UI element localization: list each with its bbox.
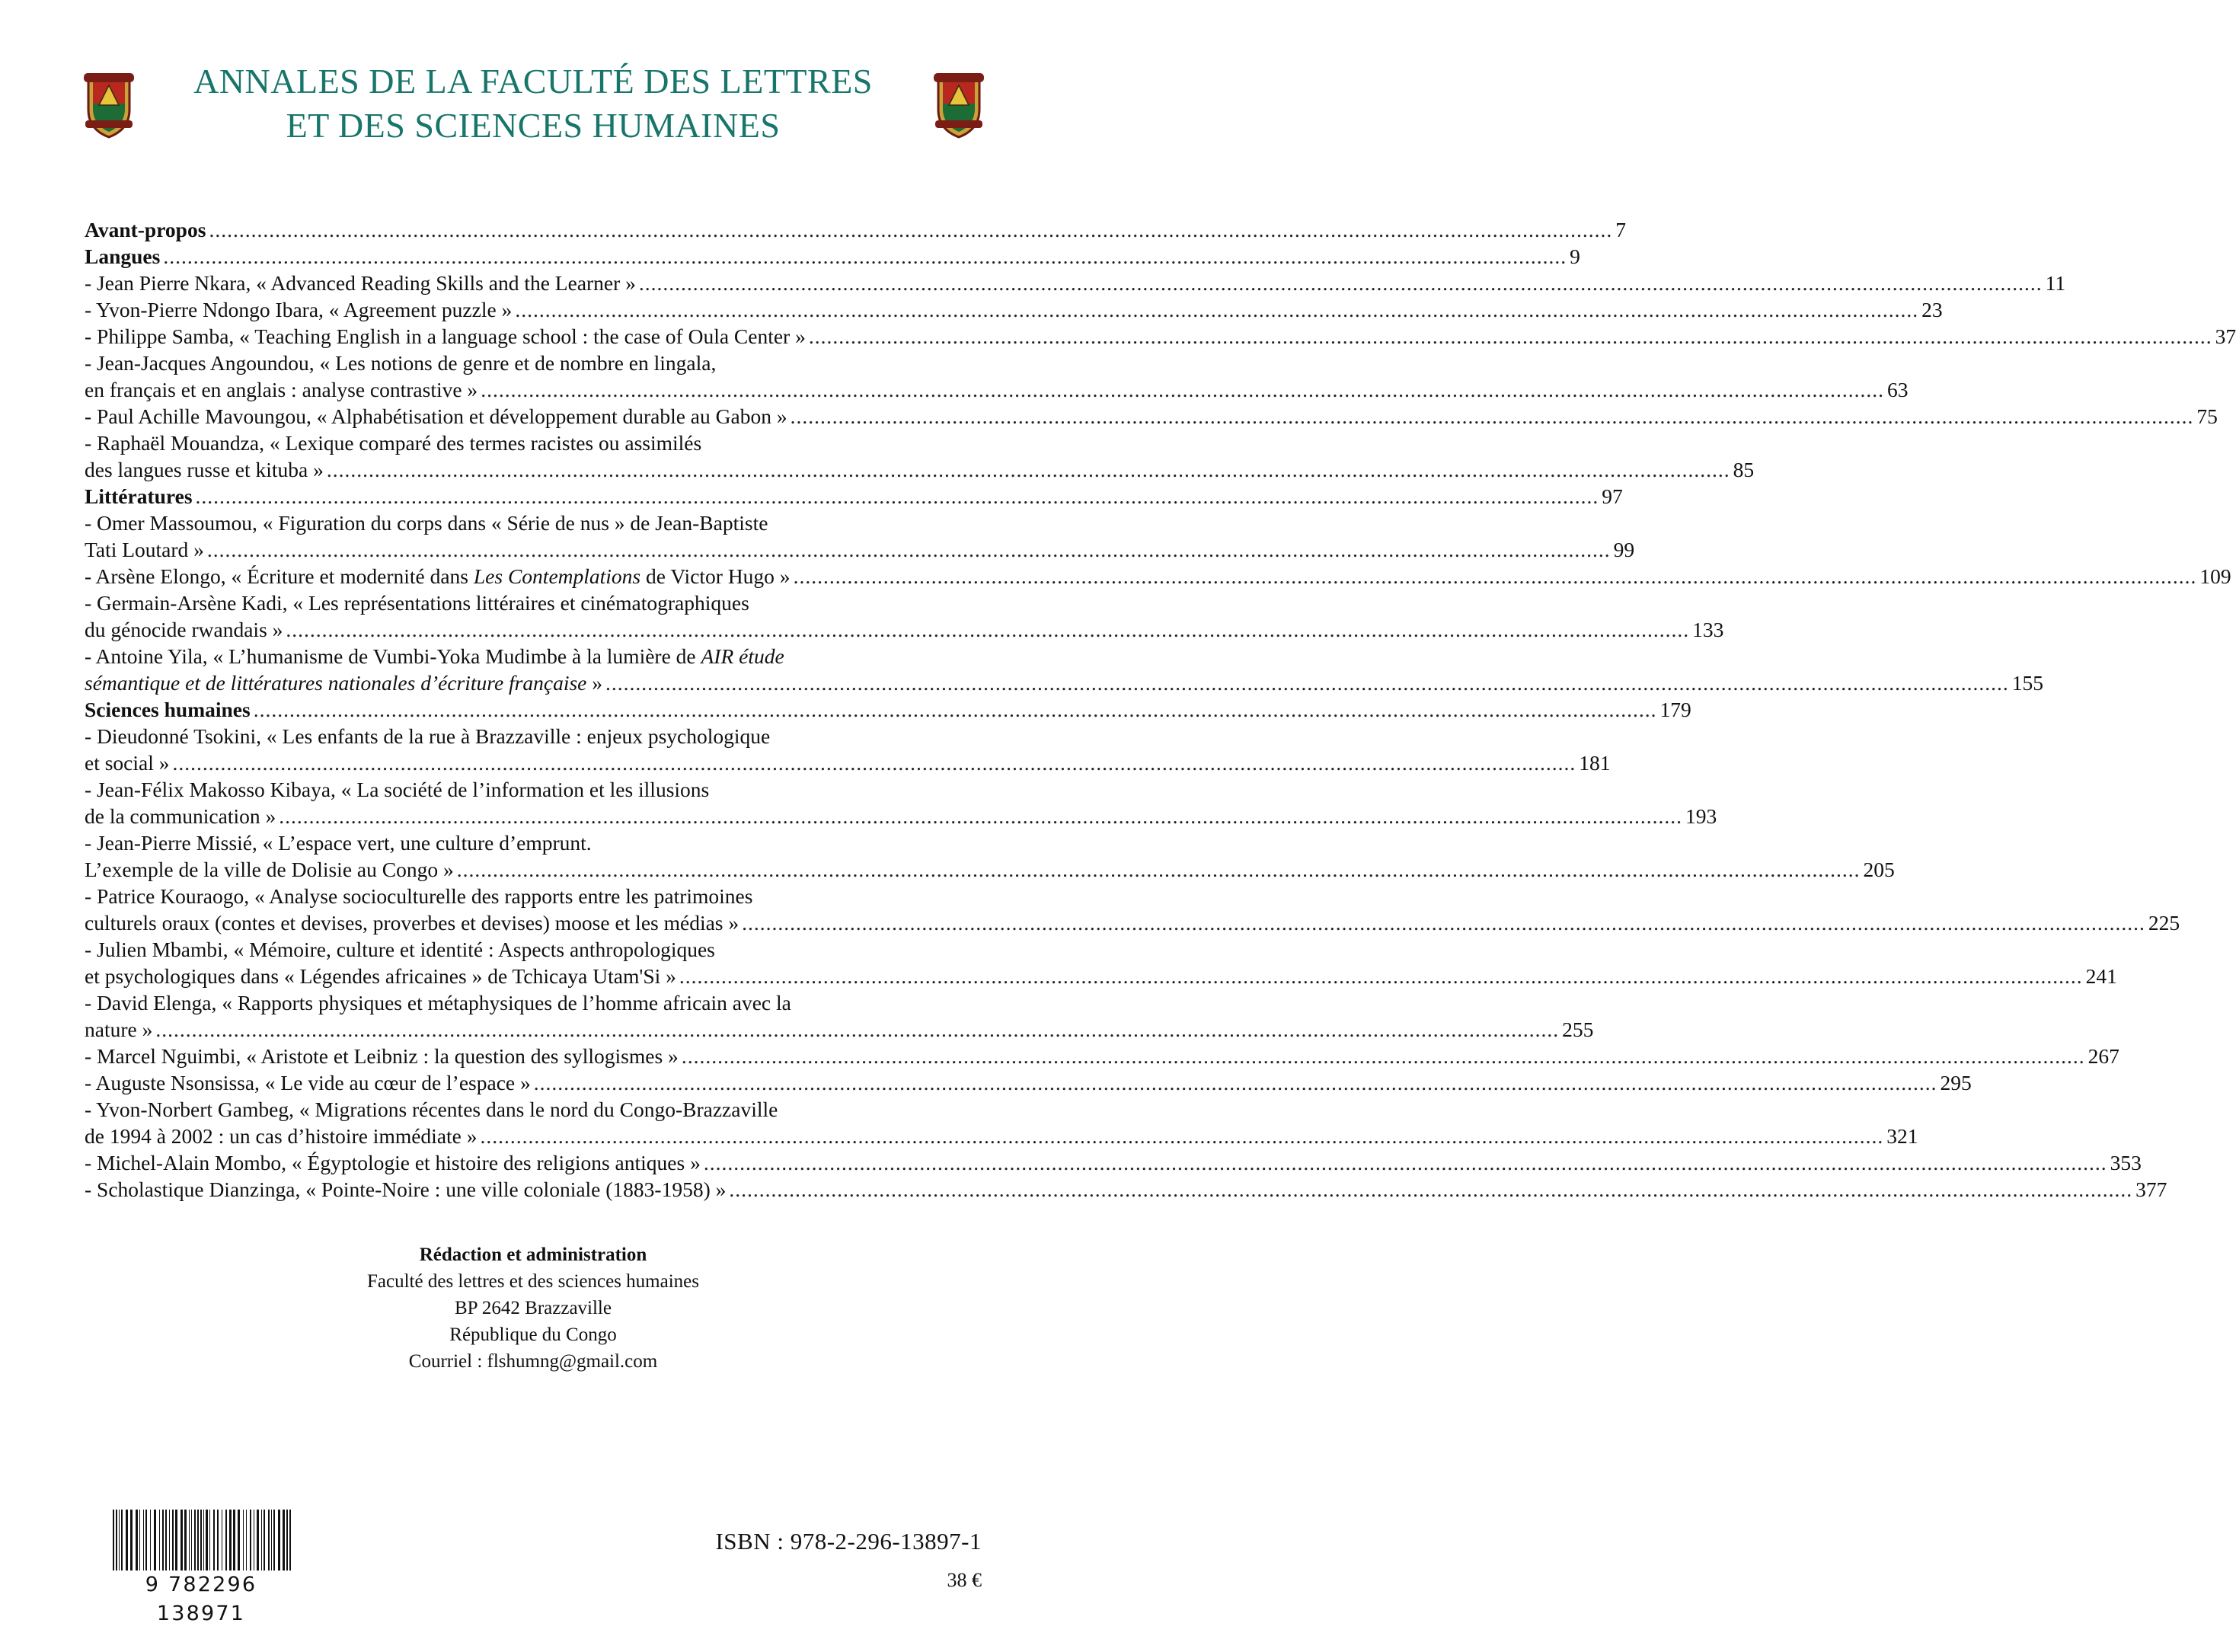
toc-entry [85,323,2236,350]
toc-line [85,403,2218,430]
toc-section [85,696,1691,723]
toc-entry [85,883,2180,936]
toc-page-number: 23 [1921,298,1943,321]
journal-title [145,59,922,148]
toc-page-number: 179 [1659,698,1691,721]
toc-entry-italic-title: Les Contemplations [473,564,641,588]
dot-leader [481,1123,1884,1149]
toc-line [85,1123,1918,1149]
toc-entry-text: - Jean-Pierre Missié, « L’espace vert, une culture d’emprunt. [85,831,592,855]
dot-leader [605,669,2009,696]
crest-right-icon [932,70,985,140]
toc-entry-text: L’exemple de la ville de Dolisie au Congo » [85,858,454,881]
toc-line [85,936,982,963]
toc-entry [85,590,1724,643]
toc-entry [85,829,1895,883]
toc-line [85,1043,2119,1069]
toc-entry [85,989,1594,1043]
toc-page-number: 63 [1886,378,1909,401]
toc-line [85,1149,2142,1176]
toc-entry-text: - Dieudonné Tsokini, « Les enfants de la rue à Brazzaville : enjeux psychologique [85,724,771,748]
toc-entry [85,1069,1972,1096]
toc-page-number: 133 [1692,618,1724,641]
toc-entry [85,643,2043,696]
toc-line [85,776,982,803]
toc-section [85,243,1580,270]
toc-entry [85,1149,2142,1176]
journal-title-line-2: ET DES SCIENCES HUMAINES [286,106,781,145]
toc-entry-italic-title: AIR étude [701,644,784,668]
toc-page-number: 321 [1886,1124,1918,1148]
toc-entry-text [85,644,784,668]
toc-entry [85,403,2218,430]
admin-line-faculty: Faculté des lettres et des sciences humaines [367,1271,699,1292]
dot-leader [457,856,1861,883]
dot-leader [679,963,2083,989]
toc-line [85,1069,1972,1096]
dot-leader [327,456,1730,483]
editorial-address [228,1241,838,1375]
toc-page-number: 255 [1562,1018,1594,1041]
dot-leader [254,696,1657,723]
dot-leader [196,483,1599,510]
toc-entry-text: - Philippe Samba, « Teaching English in a language school : the case of Oula Center » [85,324,806,348]
toc-entry-text: - Jean-Félix Makosso Kibaya, « La société de l’information et les illusions [85,778,710,801]
toc-page-number: 267 [2087,1044,2119,1068]
toc-page-number: 225 [2148,911,2180,935]
toc-page-number: 97 [1602,484,1623,508]
toc-page-number: 37 [2215,324,2236,348]
toc-line [85,376,1909,403]
toc-entry-italic-title: sémantique et de littératures nationales d’écriture française [85,671,587,695]
dot-leader [682,1043,2085,1069]
crest-left-icon [82,70,136,140]
toc-section-title: Sciences humaines [85,698,251,721]
toc-entry [85,270,2066,296]
toc-page-number: 377 [2135,1177,2167,1201]
toc-entry [85,510,1635,563]
toc-entry [85,563,2231,590]
dot-leader [481,376,1884,403]
toc-entry-text: culturels oraux (contes et devises, proverbes et devises) moose et les médias » [85,911,739,935]
toc-entry-text: de 1994 à 2002 : un cas d’histoire immédiate » [85,1124,478,1148]
toc-page-number: 11 [2045,271,2066,295]
toc-line [85,749,1611,776]
toc-entry-text: - Jean Pierre Nkara, « Advanced Reading Skills and the Learner » [85,271,636,295]
dot-leader [515,296,1918,323]
toc-page-number: 7 [1615,218,1626,241]
toc-line [85,1016,1594,1043]
toc-entry-text: - Marcel Nguimbi, « Aristote et Leibniz : la question des syllogismes » [85,1044,679,1068]
toc-line [85,296,1943,323]
toc-line [85,456,1755,483]
toc-entry [85,430,1755,483]
dot-leader [173,749,1576,776]
toc-entry-text-part: » [586,671,602,695]
toc-page-number: 181 [1579,751,1611,775]
isbn: ISBN : 978-2-296-13897-1 [715,1528,982,1555]
toc-entry-text: en français et en anglais : analyse contrastive » [85,378,478,401]
toc-line [85,696,1691,723]
journal-title-line-1: ANNALES DE LA FACULTÉ DES LETTRES [193,62,873,101]
dot-leader [207,536,1611,563]
toc-page-number: 109 [2199,564,2231,588]
dot-leader [155,1016,1559,1043]
admin-heading: Rédaction et administration [419,1245,647,1265]
dot-leader [791,403,2194,430]
toc-entry [85,350,1909,403]
toc-entry-text-part: - Arsène Elongo, « Écriture et modernité dans [85,564,474,588]
dot-leader [809,323,2212,350]
toc-line [85,483,1623,510]
toc-entry-text: - Michel-Alain Mombo, « Égyptologie et histoire des religions antiques » [85,1151,701,1174]
toc-line [85,669,2043,696]
dot-leader [163,243,1567,270]
barcode-digits: 9 782296 138971 [102,1571,300,1599]
toc-entry-text: de la communication » [85,804,276,828]
toc-entry-text: des langues russe et kituba » [85,458,324,481]
toc-line [85,989,982,1016]
toc-entry-text-part: de Victor Hugo » [640,564,791,588]
toc-line [85,829,982,856]
price: 38 € [947,1569,982,1591]
toc-page-number: 75 [2196,404,2218,428]
toc-entry-text: nature » [85,1018,153,1041]
toc-line [85,1096,982,1123]
toc-page-number: 241 [2085,964,2117,988]
dot-leader [742,909,2145,936]
toc-entry-text: - Auguste Nsonsissa, « Le vide au cœur de l’espace » [85,1071,531,1094]
dot-leader [279,803,1682,829]
toc-entry-text [85,563,791,590]
admin-line-email: Courriel : flshumng@gmail.com [408,1351,658,1372]
toc-line [85,590,982,616]
toc-entry [85,723,1611,776]
toc-line [85,243,1580,270]
toc-entry [85,1096,1918,1149]
dot-leader [209,216,1612,243]
toc-entry [85,296,1943,323]
toc-entry-text: du génocide rwandais » [85,618,283,641]
toc-entry-text: - Raphaël Mouandza, « Lexique comparé des termes racistes ou assimilés [85,431,702,455]
toc-page-number: 295 [1940,1071,1972,1094]
toc-entry-text: - Omer Massoumou, « Figuration du corps dans « Série de nus » de Jean-Baptiste [85,511,768,535]
toc-line [85,430,982,456]
admin-line-country: République du Congo [449,1324,617,1345]
toc-section [85,483,1623,510]
toc-page-number: 85 [1733,458,1755,481]
toc-line [85,616,1724,643]
toc-line [85,856,1895,883]
toc-line [85,883,982,909]
toc-entry-text: - Scholastique Dianzinga, « Pointe-Noire : une ville coloniale (1883-1958) » [85,1177,727,1201]
toc-entry-text: Tati Loutard » [85,538,204,561]
toc-entry [85,1176,2167,1203]
toc-line [85,803,1717,829]
dot-leader [639,270,2043,296]
toc-entry-text [85,669,602,696]
toc-line [85,350,982,376]
toc-entry-text: - Yvon-Norbert Gambeg, « Migrations récentes dans le nord du Congo-Brazzaville [85,1098,778,1121]
toc-entry-text-part: - Antoine Yila, « L’humanisme de Vumbi-Yoka Mudimbe à la lumière de [85,644,701,668]
toc-section-title: Littératures [85,484,193,508]
dot-leader [704,1149,2107,1176]
dot-leader [286,616,1689,643]
admin-line-po-box: BP 2642 Brazzaville [455,1298,612,1318]
toc-line [85,563,2231,590]
toc-line [85,723,982,749]
toc-page-number: 99 [1613,538,1635,561]
toc-section-title: Langues [85,244,161,268]
toc-entry-text: - Germain-Arsène Kadi, « Les représentations littéraires et cinématographiques [85,591,749,615]
toc-line [85,323,2236,350]
dot-leader [729,1176,2132,1203]
toc-entry [85,1043,2119,1069]
dot-leader [794,563,2197,590]
toc-line [85,270,2066,296]
toc-entry-text: - Paul Achille Mavoungou, « Alphabétisation et développement durable au Gabon » [85,404,787,428]
toc-page-number: 193 [1685,804,1717,828]
toc-line [85,909,2180,936]
toc-entry [85,936,2117,989]
toc-line [85,536,1635,563]
toc-entry-text: et psychologiques dans « Légendes africaines » de Tchicaya Utam'Si » [85,964,676,988]
toc-entry-text: - David Elenga, « Rapports physiques et métaphysiques de l’homme africain avec la [85,991,791,1015]
toc-section [85,216,1626,243]
toc-entry-text: - Jean-Jacques Angoundou, « Les notions de genre et de nombre en lingala, [85,351,717,375]
toc-page-number: 155 [2011,671,2043,695]
toc-section-title: Avant-propos [85,218,206,241]
toc-line [85,216,1626,243]
dot-leader [534,1069,1937,1096]
toc-page-number: 205 [1863,858,1895,881]
toc-page-number: 353 [2110,1151,2142,1174]
toc-line [85,643,982,669]
toc-entry-text: - Julien Mbambi, « Mémoire, culture et identité : Aspects anthropologiques [85,938,715,961]
toc-line [85,963,2117,989]
toc-entry-text: et social » [85,751,170,775]
toc-entry-text: - Patrice Kouraogo, « Analyse socioculturelle des rapports entre les patrimoines [85,884,753,908]
toc-entry [85,776,1717,829]
toc-line [85,1176,2167,1203]
toc-line [85,510,982,536]
table-of-contents [85,216,2236,1203]
toc-page-number: 9 [1570,244,1580,268]
toc-entry-text: - Yvon-Pierre Ndongo Ibara, « Agreement puzzle » [85,298,513,321]
